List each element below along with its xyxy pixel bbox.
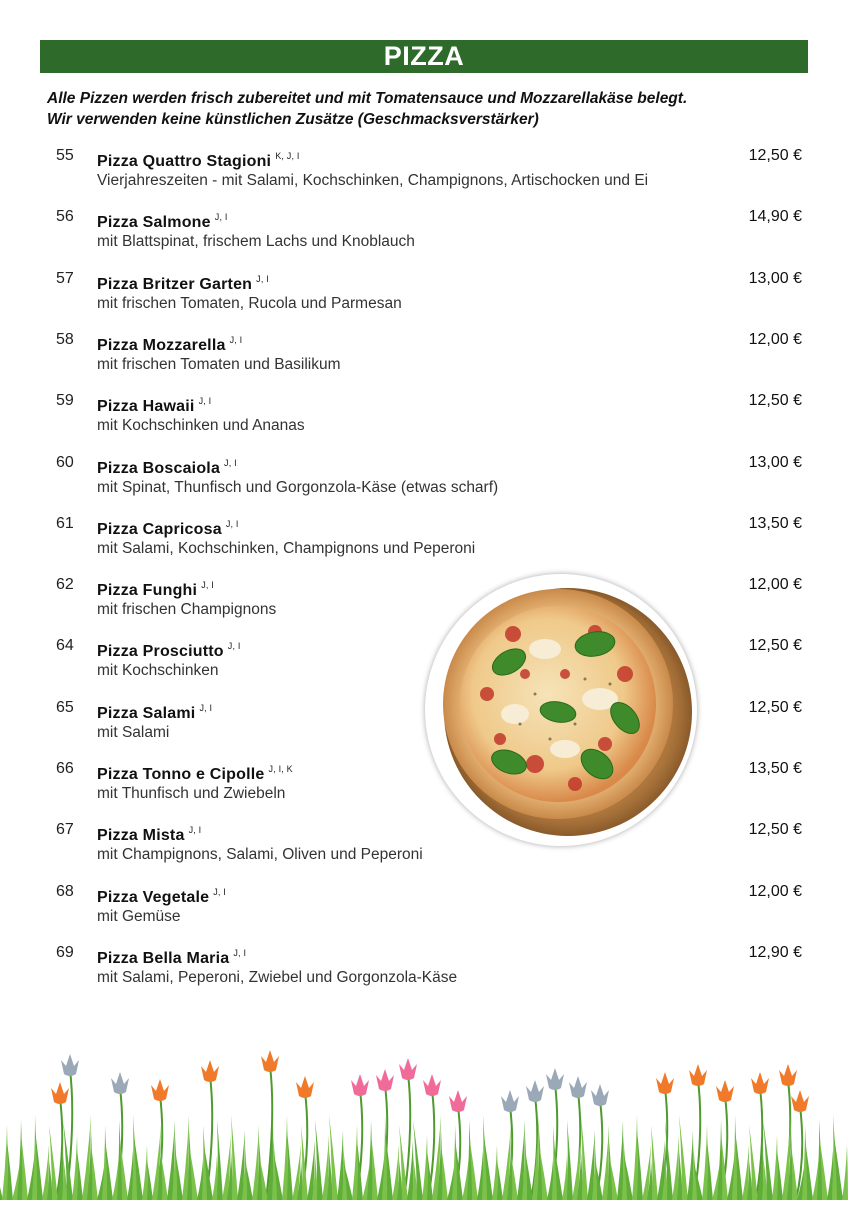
item-name (97, 146, 300, 172)
item-name (97, 391, 211, 417)
item-number: 67 (56, 821, 74, 839)
item-name-text: Pizza Funghi (97, 582, 198, 600)
tulip-icon (526, 1080, 544, 1102)
allergen-codes: J, I (229, 334, 243, 345)
item-name-text: Pizza Prosciutto (97, 643, 224, 661)
tulip-icon (689, 1064, 707, 1086)
item-number: 64 (56, 637, 74, 655)
tulip-icon (751, 1072, 769, 1094)
allergen-codes: K, J, I (275, 151, 300, 161)
item-name-text: Pizza Boscaiola (97, 459, 221, 477)
item-description: Vierjahreszeiten - mit Salami, Kochschinken, Champignons, Artischocken und Ei (97, 172, 649, 189)
item-description: mit Gemüse (97, 907, 181, 925)
item-name-text: Pizza Hawaii (97, 398, 195, 416)
item-price: 12,50 € (748, 147, 802, 164)
menu-item (0, 636, 848, 688)
tulip-icon (423, 1074, 441, 1096)
item-description: mit frischen Tomaten, Rucola und Parmesan (97, 294, 402, 312)
item-price: 12,50 € (748, 698, 802, 716)
tulip-icon (376, 1069, 394, 1091)
item-description: mit Thunfisch und Zwiebeln (97, 785, 286, 802)
item-price: 12,50 € (748, 392, 802, 410)
menu-item (0, 269, 848, 321)
item-name-text: Pizza Salami (97, 704, 196, 722)
item-number: 62 (56, 576, 74, 594)
item-name (97, 820, 201, 846)
item-description: mit Kochschinken (97, 662, 219, 680)
tulip-icon (591, 1084, 609, 1106)
item-price: 13,00 € (748, 453, 802, 471)
item-price: 12,00 € (748, 576, 802, 594)
item-price: 12,50 € (748, 821, 802, 839)
tulip-icon (569, 1076, 587, 1098)
allergen-codes: J, I (225, 518, 239, 529)
item-name (97, 698, 212, 724)
intro-text (47, 88, 807, 130)
menu-item (0, 882, 848, 934)
tulip-icon (201, 1060, 219, 1082)
item-number: 59 (56, 392, 74, 410)
item-description: mit frischen Tomaten und Basilikum (97, 355, 341, 373)
tulip-grass-icon (0, 1030, 848, 1200)
item-price: 12,90 € (748, 943, 802, 961)
item-price: 14,90 € (748, 208, 802, 226)
item-number: 66 (56, 760, 74, 777)
tulip-icon (151, 1079, 169, 1101)
item-price: 12,50 € (748, 637, 802, 655)
item-name-text: Pizza Britzer Garten (97, 275, 253, 293)
tulip-icon (501, 1090, 519, 1112)
allergen-codes: J, I (233, 947, 247, 958)
menu-item (0, 514, 848, 566)
item-description: mit Champignons, Salami, Oliven und Peperoni (97, 846, 423, 864)
item-number: 56 (56, 208, 74, 226)
allergen-codes: J, I (188, 825, 202, 836)
item-number: 57 (56, 269, 74, 287)
allergen-codes: J, I (227, 641, 241, 652)
tulip-icon (61, 1054, 79, 1076)
item-name (97, 514, 239, 540)
item-name-text: Pizza Quattro Stagioni (97, 153, 272, 170)
item-description: mit Blattspinat, frischem Lachs und Knoblauch (97, 233, 415, 251)
tulip-icon (791, 1090, 809, 1112)
pizza-photo (425, 574, 697, 846)
tulip-icon (261, 1050, 279, 1072)
menu-item (0, 146, 848, 198)
allergen-codes: J, I (199, 702, 213, 713)
item-name (97, 453, 237, 479)
item-name-text: Pizza Tonno e Cipolle (97, 766, 265, 783)
item-number: 69 (56, 943, 74, 961)
allergen-codes: J, I (201, 580, 214, 591)
allergen-codes: J, I (256, 273, 269, 284)
intro-line-1: Alle Pizzen werden frisch zubereitet und mit Tomatensauce und Mozzarellakäse belegt. (47, 90, 688, 107)
item-name (97, 943, 246, 969)
item-number: 68 (56, 882, 74, 900)
allergen-codes: J, I (214, 212, 228, 223)
item-name (97, 269, 269, 295)
menu-item (0, 575, 848, 627)
menu-item (0, 698, 848, 750)
menu-item (0, 820, 848, 872)
section-title: PIZZA (383, 41, 465, 71)
allergen-codes: J, I (213, 886, 227, 897)
tulip-icon (351, 1074, 369, 1096)
item-name-text: Pizza Salmone (97, 214, 211, 232)
item-name (97, 636, 241, 662)
item-name (97, 882, 226, 908)
item-name-text: Pizza Mozzarella (97, 336, 226, 354)
tulip-grass-border (0, 1030, 848, 1200)
item-name-text: Pizza Vegetale (97, 888, 210, 906)
menu-item (0, 391, 848, 443)
item-description: mit frischen Champignons (97, 601, 277, 619)
item-name-text: Pizza Mista (97, 827, 185, 845)
item-name (97, 330, 242, 356)
menu-item (0, 943, 848, 995)
pizza-icon (425, 574, 697, 846)
item-number: 61 (56, 514, 74, 532)
item-price: 13,00 € (748, 269, 802, 287)
tulip-icon (779, 1064, 797, 1086)
tulip-icon (51, 1082, 69, 1104)
menu-item (0, 207, 848, 259)
tulip-icon (546, 1068, 564, 1090)
item-price: 12,00 € (748, 882, 802, 900)
menu-item (0, 759, 848, 811)
allergen-codes: J, I (224, 457, 237, 468)
item-name (97, 575, 214, 601)
item-name-text: Pizza Capricosa (97, 520, 222, 538)
item-price: 13,50 € (748, 760, 802, 777)
item-description: mit Salami, Peperoni, Zwiebel und Gorgonzola-Käse (97, 968, 458, 986)
menu-item (0, 330, 848, 382)
allergen-codes: J, I, K (268, 764, 293, 774)
menu-item (0, 453, 848, 505)
item-number: 60 (56, 453, 74, 471)
item-name-text: Pizza Bella Maria (97, 949, 230, 967)
intro-line-2: Wir verwenden keine künstlichen Zusätze (Geschmacksverstärker) (47, 111, 539, 128)
item-price: 12,00 € (748, 330, 802, 348)
tulip-icon (296, 1076, 314, 1098)
item-number: 58 (56, 330, 74, 348)
item-name (97, 207, 228, 233)
allergen-codes: J, I (198, 396, 212, 407)
item-name (97, 759, 293, 785)
item-description: mit Spinat, Thunfisch und Gorgonzola-Käse (etwas scharf) (97, 478, 499, 496)
item-description: mit Kochschinken und Ananas (97, 417, 305, 435)
item-number: 55 (56, 147, 74, 164)
section-header-bar (40, 40, 808, 73)
item-price: 13,50 € (748, 514, 802, 532)
tulip-icon (111, 1072, 129, 1094)
tulip-icon (399, 1058, 417, 1080)
item-description: mit Salami, Kochschinken, Champignons und Peperoni (97, 539, 476, 557)
tulip-icon (656, 1072, 674, 1094)
item-description: mit Salami (97, 723, 170, 741)
tulip-icon (449, 1090, 467, 1112)
item-number: 65 (56, 698, 74, 716)
tulip-icon (716, 1080, 734, 1102)
